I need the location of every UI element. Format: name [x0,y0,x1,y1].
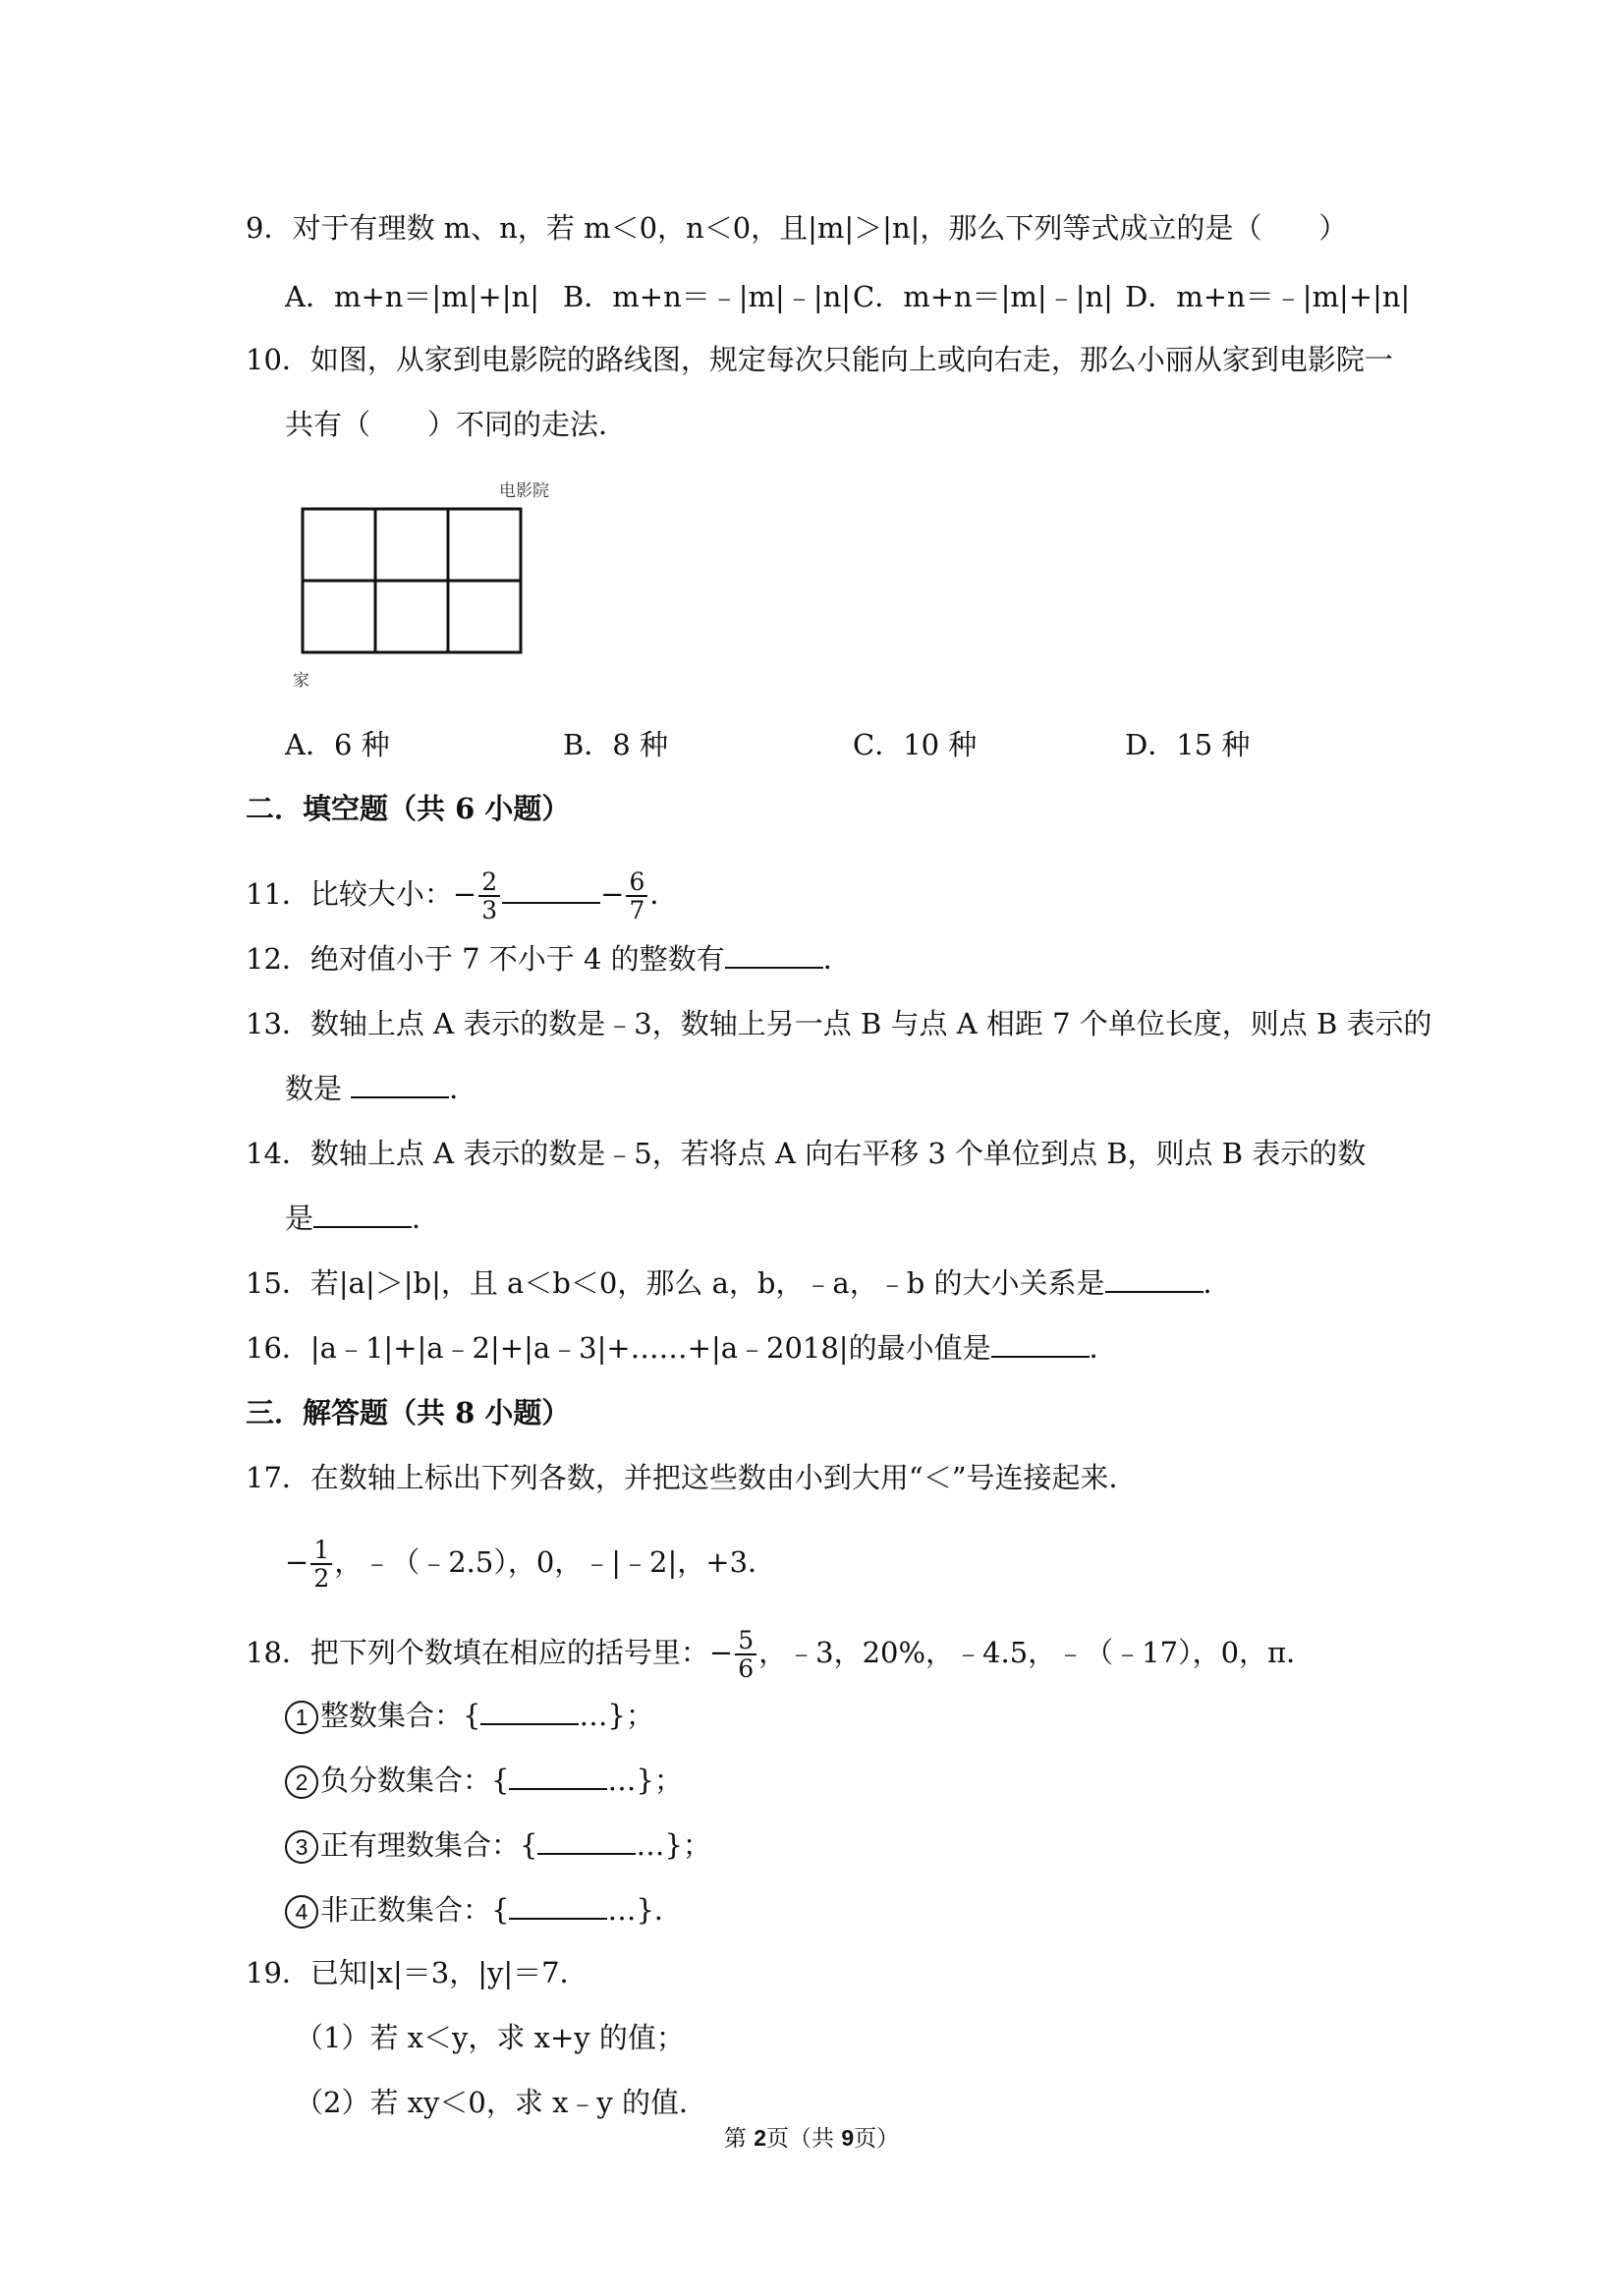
q18-fraction-numerator: 5 [735,1627,756,1655]
q15-number: 15． [246,1266,310,1300]
q12-blank[interactable] [725,945,823,969]
q13-text-line2: 数是 [285,1072,343,1105]
home-label: 家 [293,671,309,691]
q18-item-4-blank[interactable] [509,1896,607,1920]
q10-stem-line1 [246,342,1393,377]
circled-number-3: 3 [285,1830,318,1864]
q11-fraction-1-denominator: 3 [481,896,498,924]
q12-number: 12． [246,942,310,976]
q18-item-3-label: 正有理数集合：{ [320,1828,538,1862]
q18-fraction [735,1627,756,1682]
route-figure [285,472,580,698]
q12 [246,941,852,977]
q19-part-2: （2）若 xy＜0，求 x﹣y 的值． [295,2086,708,2119]
q16-number: 16． [246,1331,310,1365]
q10-option-b: B．8 种 [563,728,668,761]
q15-text: 若|a|＞|b|，且 a＜b＜0，那么 a，b，﹣a，﹣b 的大小关系是 [309,1266,1105,1300]
q16-end: ． [1089,1331,1118,1365]
q17-fraction-numerator: 1 [310,1537,332,1565]
q17-text: 在数轴上标出下列各数，并把这些数由小到大用“＜”号连接起来． [309,1461,1138,1494]
q10-option-d: D．15 种 [1125,728,1251,761]
footer-total-pages: 9 [841,2125,855,2151]
q14-text-line1: 数轴上点 A 表示的数是﹣5，若将点 A 向右平移 3 个单位到点 B，则点 B 表示的数 [309,1137,1367,1170]
q9-option-d: D．m+n＝﹣|m|+|n| [1125,280,1411,313]
q13-text-line1: 数轴上点 A 表示的数是﹣3，数轴上另一点 B 与点 A 相距 7 个单位长度，则点 B 表示的 [309,1007,1432,1040]
q13-number: 13． [246,1007,310,1040]
q18-item-3-blank[interactable] [537,1831,636,1855]
q15-blank[interactable] [1105,1269,1203,1293]
q11-fraction-2-numerator: 6 [626,868,647,897]
q10-number: 10． [246,343,310,376]
q9-option-c: C．m+n＝|m|﹣|n| [853,280,1113,313]
q18-item-4-end: …}． [607,1893,683,1927]
q11: 11．比较大小：− $\frac{2}{3}$ − $\frac{6}{7}$ ． [246,868,679,924]
q13-end: ． [449,1072,478,1105]
q18-item-3-end: …}； [636,1828,711,1862]
q18-number-list: ，﹣3，20%，﹣4.5，﹣（﹣17），0，π． [758,1636,1315,1669]
q10-stem-line2: 共有（ ）不同的走法． [285,408,628,441]
q17-number-list: ，﹣（﹣2.5），0，﹣|﹣2|，+3． [334,1545,777,1579]
q9-text: 对于有理数 m、n，若 m＜0，n＜0，且|m|＞|n|，那么下列等式成立的是（ ） [292,211,1348,245]
q14-text-line2: 是 [285,1202,314,1235]
q14-number: 14． [246,1137,310,1170]
q15 [246,1265,1232,1301]
q16 [246,1330,1118,1366]
q14-blank[interactable] [313,1204,412,1228]
q18-item-1 [285,1698,654,1734]
q14-end: ． [412,1202,441,1235]
q11-blank[interactable] [502,880,600,904]
q18-item-4-label: 非正数集合：{ [320,1893,510,1927]
q19-number: 19． [246,1956,310,1989]
q9-number: 9． [246,211,293,245]
q14-line2 [285,1201,440,1236]
cinema-label: 电影院 [499,481,549,501]
q18-item-3 [285,1827,711,1864]
q18-prefix: 把下列个数填在相应的括号里： [309,1636,709,1669]
q12-text: 绝对值小于 7 不小于 4 的整数有 [309,942,725,976]
circled-number-4: 4 [285,1895,318,1929]
q9-option-a: A．m+n＝|m|+|n| [285,280,539,313]
q11-prefix: 比较大小： [309,877,453,911]
q17-stem [246,1460,1138,1495]
route-grid [285,472,580,698]
q11-fraction-2-denominator: 7 [629,896,645,924]
q11-end: ． [649,877,679,911]
q11-number: 11． [246,877,310,911]
q18-item-1-label: 整数集合：{ [320,1699,481,1732]
q18-item-2-blank[interactable] [509,1766,607,1790]
circled-number-1: 1 [285,1701,318,1734]
q9-stem [246,210,1347,246]
page-footer [0,2120,1623,2153]
q19-stem [246,1955,588,1990]
q10-option-c: C．10 种 [853,728,978,761]
q10-option-a: A．6 种 [285,728,390,761]
q11-fraction-1 [478,868,500,924]
q15-end: ． [1203,1266,1232,1300]
footer-prefix: 第 [723,2126,755,2152]
q16-blank[interactable] [991,1334,1090,1358]
q13-line1 [246,1006,1432,1041]
q18-item-2-end: …}； [607,1764,683,1797]
q16-text: |a﹣1|+|a﹣2|+|a﹣3|+……+|a﹣2018|的最小值是 [309,1331,991,1365]
q11-fraction-2 [626,868,647,924]
q10-text-line1: 如图，从家到电影院的路线图，规定每次只能向上或向右走，那么小丽从家到电影院一 [309,343,1393,376]
q13-line2 [285,1071,477,1106]
q17-numbers: − $\frac{1}{2}$ ，﹣（﹣2.5），0，﹣|﹣2|，+3． [285,1536,777,1593]
footer-middle: 页（共 [766,2126,842,2152]
footer-page-number: 2 [754,2125,766,2151]
q17-fraction-denominator: 2 [313,1564,330,1593]
circled-number-2: 2 [285,1765,318,1799]
section-answer-heading: 三．解答题（共 8 小题） [246,1396,571,1429]
q18-fraction-denominator: 6 [738,1654,755,1683]
q19-text: 已知|x|＝3，|y|＝7． [309,1956,588,1989]
q14-line1 [246,1136,1366,1171]
q18-item-2 [285,1763,683,1799]
q17-number: 17． [246,1461,310,1494]
q12-end: ． [822,942,852,976]
q18-item-2-label: 负分数集合：{ [320,1764,510,1797]
q18-item-4 [285,1892,683,1929]
q18-item-1-blank[interactable] [480,1702,579,1725]
q18-item-1-end: …}； [579,1699,654,1732]
q19-part-1: （1）若 x＜y，求 x+y 的值； [295,2021,685,2054]
q13-blank[interactable] [351,1075,449,1098]
q11-fraction-1-numerator: 2 [478,868,500,897]
q9-option-b: B．m+n＝﹣|m|﹣|n| [563,280,852,313]
q18-stem: 18．把下列个数填在相应的括号里：− $\frac{5}{6}$ ，﹣3，20%，﹣4.5，﹣（﹣17），0，π． [246,1626,1315,1683]
footer-suffix: 页） [854,2126,900,2152]
q18-number: 18． [246,1636,310,1669]
q17-fraction [310,1537,332,1592]
section-fill-in-heading: 二．填空题（共 6 小题） [246,792,571,825]
